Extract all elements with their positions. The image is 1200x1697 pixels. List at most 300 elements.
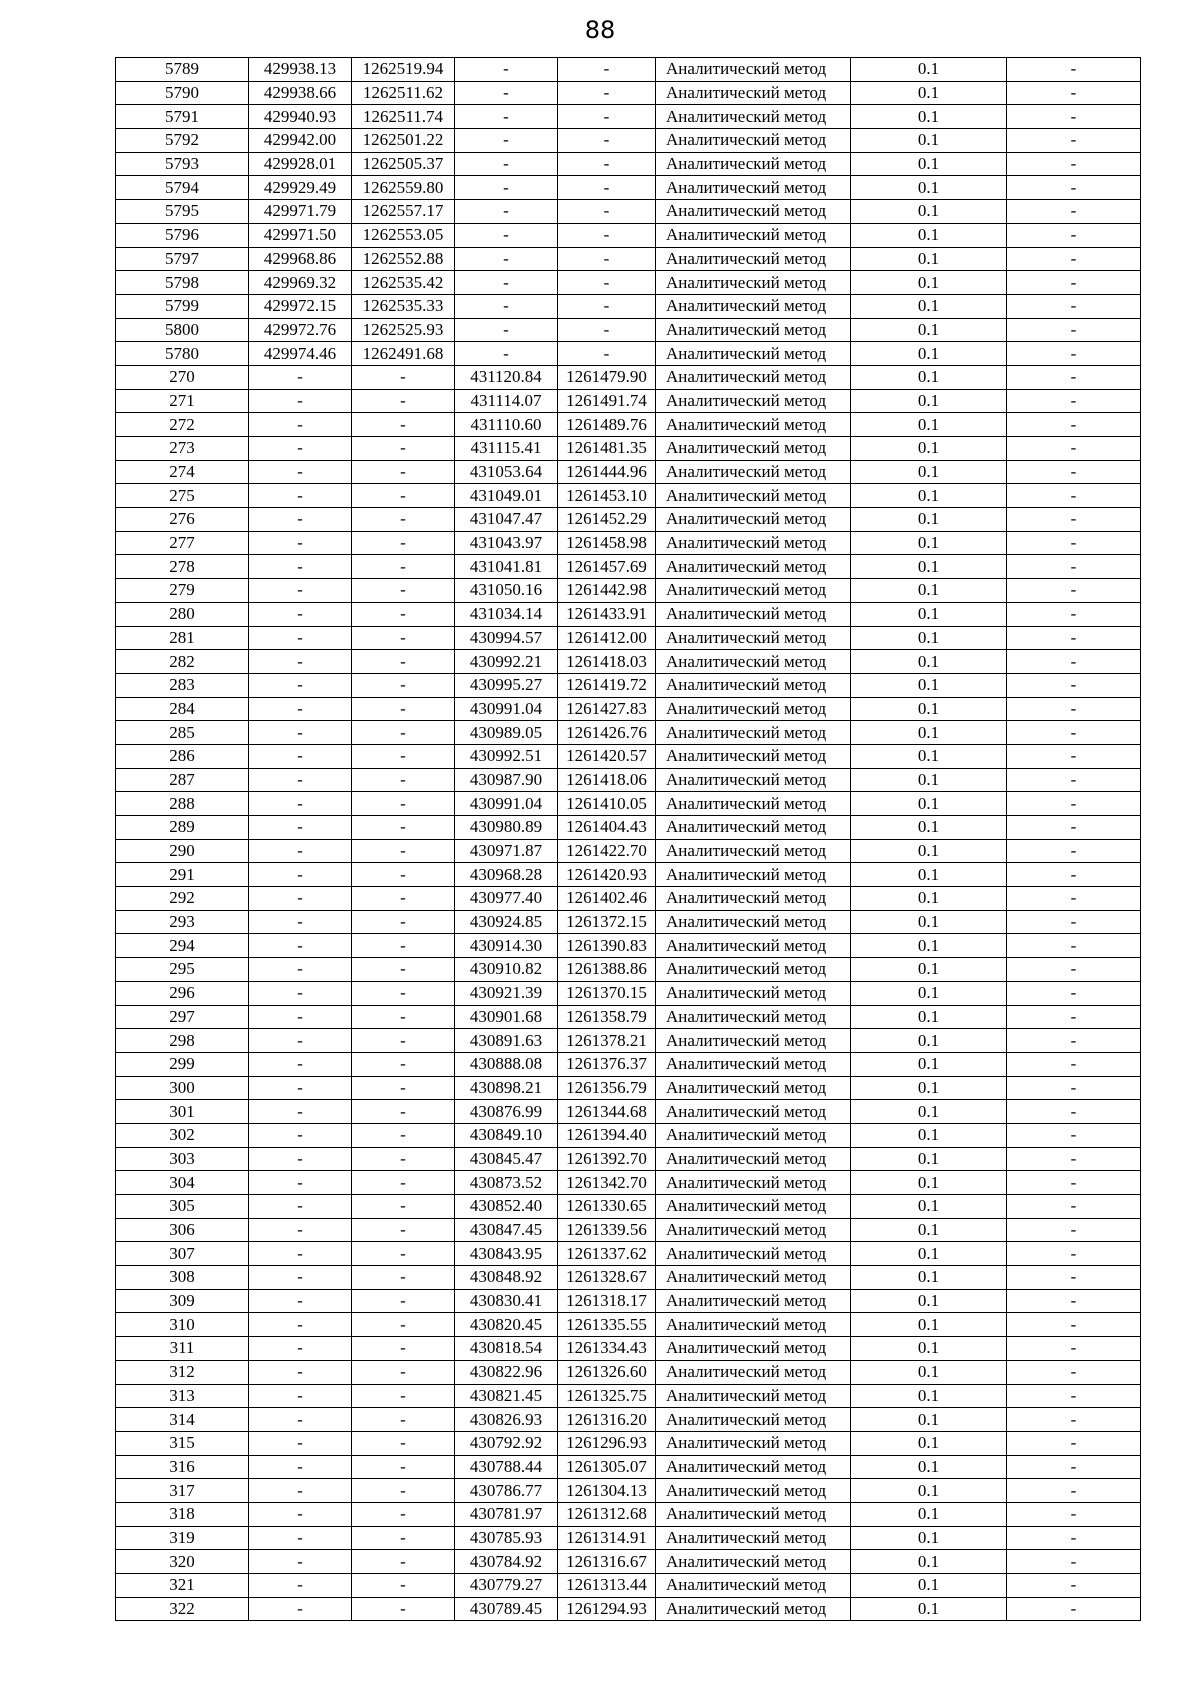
old-y-cell: - — [352, 1005, 455, 1029]
table-row — [116, 460, 1141, 484]
old-y-cell: - — [352, 460, 455, 484]
method-cell: Аналитический метод — [656, 863, 851, 887]
method-cell: Аналитический метод — [656, 792, 851, 816]
old-y-cell: - — [352, 555, 455, 579]
new-x-cell: 431053.64 — [455, 460, 558, 484]
method-cell: Аналитический метод — [656, 1337, 851, 1361]
point-number-cell: 294 — [116, 934, 249, 958]
old-x-cell: - — [249, 1597, 352, 1621]
old-x-cell: - — [249, 697, 352, 721]
old-y-cell: - — [352, 768, 455, 792]
point-number-cell: 293 — [116, 910, 249, 934]
new-y-cell: 1261388.86 — [558, 958, 656, 982]
point-number-cell: 286 — [116, 744, 249, 768]
table-row — [116, 650, 1141, 674]
point-number-cell: 281 — [116, 626, 249, 650]
point-number-cell: 275 — [116, 484, 249, 508]
accuracy-cell: 0.1 — [851, 650, 1007, 674]
old-y-cell: 1262519.94 — [352, 58, 455, 82]
point-number-cell: 318 — [116, 1502, 249, 1526]
accuracy-cell: 0.1 — [851, 484, 1007, 508]
old-y-cell: - — [352, 508, 455, 532]
accuracy-cell: 0.1 — [851, 176, 1007, 200]
new-y-cell: 1261304.13 — [558, 1479, 656, 1503]
method-cell: Аналитический метод — [656, 176, 851, 200]
old-y-cell: - — [352, 626, 455, 650]
extra-cell: - — [1007, 460, 1141, 484]
new-x-cell: 430821.45 — [455, 1384, 558, 1408]
new-x-cell: - — [455, 129, 558, 153]
extra-cell: - — [1007, 863, 1141, 887]
method-cell: Аналитический метод — [656, 1242, 851, 1266]
old-x-cell: - — [249, 721, 352, 745]
new-x-cell: 430995.27 — [455, 673, 558, 697]
new-x-cell: 430830.41 — [455, 1289, 558, 1313]
new-y-cell: 1261489.76 — [558, 413, 656, 437]
new-x-cell: 431043.97 — [455, 531, 558, 555]
old-x-cell: - — [249, 673, 352, 697]
table-row — [116, 247, 1141, 271]
point-number-cell: 272 — [116, 413, 249, 437]
extra-cell: - — [1007, 365, 1141, 389]
extra-cell: - — [1007, 531, 1141, 555]
point-number-cell: 317 — [116, 1479, 249, 1503]
new-y-cell: - — [558, 58, 656, 82]
method-cell: Аналитический метод — [656, 555, 851, 579]
accuracy-cell: 0.1 — [851, 200, 1007, 224]
table-row — [116, 508, 1141, 532]
old-x-cell: - — [249, 744, 352, 768]
new-y-cell: 1261410.05 — [558, 792, 656, 816]
old-x-cell: - — [249, 958, 352, 982]
extra-cell: - — [1007, 673, 1141, 697]
point-number-cell: 5792 — [116, 129, 249, 153]
new-x-cell: 431120.84 — [455, 365, 558, 389]
extra-cell: - — [1007, 105, 1141, 129]
accuracy-cell: 0.1 — [851, 413, 1007, 437]
old-x-cell: - — [249, 1242, 352, 1266]
new-x-cell: 430994.57 — [455, 626, 558, 650]
table-row — [116, 342, 1141, 366]
table-row — [116, 602, 1141, 626]
method-cell: Аналитический метод — [656, 58, 851, 82]
old-y-cell: - — [352, 579, 455, 603]
accuracy-cell: 0.1 — [851, 792, 1007, 816]
accuracy-cell: 0.1 — [851, 626, 1007, 650]
new-y-cell: 1261420.57 — [558, 744, 656, 768]
point-number-cell: 314 — [116, 1408, 249, 1432]
method-cell: Аналитический метод — [656, 1029, 851, 1053]
new-y-cell: - — [558, 247, 656, 271]
coordinates-table — [115, 57, 1141, 1621]
accuracy-cell: 0.1 — [851, 602, 1007, 626]
new-x-cell: - — [455, 223, 558, 247]
method-cell: Аналитический метод — [656, 1431, 851, 1455]
method-cell: Аналитический метод — [656, 1550, 851, 1574]
new-x-cell: 430826.93 — [455, 1408, 558, 1432]
old-y-cell: - — [352, 1242, 455, 1266]
method-cell: Аналитический метод — [656, 910, 851, 934]
table-row — [116, 531, 1141, 555]
accuracy-cell: 0.1 — [851, 1076, 1007, 1100]
extra-cell: - — [1007, 413, 1141, 437]
new-y-cell: - — [558, 81, 656, 105]
table-row — [116, 1123, 1141, 1147]
point-number-cell: 309 — [116, 1289, 249, 1313]
extra-cell: - — [1007, 1455, 1141, 1479]
old-y-cell: 1262511.62 — [352, 81, 455, 105]
old-x-cell: - — [249, 1171, 352, 1195]
old-y-cell: - — [352, 1171, 455, 1195]
point-number-cell: 282 — [116, 650, 249, 674]
accuracy-cell: 0.1 — [851, 768, 1007, 792]
accuracy-cell: 0.1 — [851, 1550, 1007, 1574]
old-y-cell: - — [352, 697, 455, 721]
point-number-cell: 278 — [116, 555, 249, 579]
point-number-cell: 300 — [116, 1076, 249, 1100]
new-x-cell: 431034.14 — [455, 602, 558, 626]
old-x-cell: 429940.93 — [249, 105, 352, 129]
extra-cell: - — [1007, 342, 1141, 366]
table-row — [116, 579, 1141, 603]
accuracy-cell: 0.1 — [851, 1502, 1007, 1526]
accuracy-cell: 0.1 — [851, 1218, 1007, 1242]
table-row — [116, 555, 1141, 579]
point-number-cell: 298 — [116, 1029, 249, 1053]
point-number-cell: 320 — [116, 1550, 249, 1574]
old-x-cell: - — [249, 934, 352, 958]
old-x-cell: - — [249, 1502, 352, 1526]
new-x-cell: 430924.85 — [455, 910, 558, 934]
old-x-cell: - — [249, 365, 352, 389]
old-y-cell: - — [352, 1502, 455, 1526]
method-cell: Аналитический метод — [656, 673, 851, 697]
new-y-cell: 1261372.15 — [558, 910, 656, 934]
method-cell: Аналитический метод — [656, 223, 851, 247]
new-x-cell: 430921.39 — [455, 981, 558, 1005]
accuracy-cell: 0.1 — [851, 1123, 1007, 1147]
new-y-cell: 1261404.43 — [558, 816, 656, 840]
old-x-cell: - — [249, 1195, 352, 1219]
point-number-cell: 319 — [116, 1526, 249, 1550]
method-cell: Аналитический метод — [656, 1289, 851, 1313]
method-cell: Аналитический метод — [656, 1076, 851, 1100]
new-y-cell: 1261479.90 — [558, 365, 656, 389]
new-y-cell: 1261342.70 — [558, 1171, 656, 1195]
extra-cell: - — [1007, 58, 1141, 82]
method-cell: Аналитический метод — [656, 1005, 851, 1029]
extra-cell: - — [1007, 816, 1141, 840]
accuracy-cell: 0.1 — [851, 1005, 1007, 1029]
new-x-cell: 430822.96 — [455, 1360, 558, 1384]
accuracy-cell: 0.1 — [851, 389, 1007, 413]
new-y-cell: - — [558, 176, 656, 200]
new-x-cell: 430888.08 — [455, 1052, 558, 1076]
new-x-cell: 430849.10 — [455, 1123, 558, 1147]
old-y-cell: 1262501.22 — [352, 129, 455, 153]
new-y-cell: 1261427.83 — [558, 697, 656, 721]
old-x-cell: 429929.49 — [249, 176, 352, 200]
new-y-cell: 1261356.79 — [558, 1076, 656, 1100]
method-cell: Аналитический метод — [656, 1171, 851, 1195]
table-row — [116, 1266, 1141, 1290]
new-x-cell: 430820.45 — [455, 1313, 558, 1337]
accuracy-cell: 0.1 — [851, 1526, 1007, 1550]
table-row — [116, 152, 1141, 176]
extra-cell: - — [1007, 247, 1141, 271]
new-y-cell: 1261481.35 — [558, 437, 656, 461]
table-row — [116, 1574, 1141, 1598]
method-cell: Аналитический метод — [656, 626, 851, 650]
new-x-cell: 430781.97 — [455, 1502, 558, 1526]
method-cell: Аналитический метод — [656, 484, 851, 508]
table-row — [116, 365, 1141, 389]
extra-cell: - — [1007, 1574, 1141, 1598]
new-y-cell: 1261392.70 — [558, 1147, 656, 1171]
extra-cell: - — [1007, 555, 1141, 579]
old-y-cell: - — [352, 1052, 455, 1076]
table-row — [116, 1526, 1141, 1550]
method-cell: Аналитический метод — [656, 744, 851, 768]
extra-cell: - — [1007, 1005, 1141, 1029]
accuracy-cell: 0.1 — [851, 271, 1007, 295]
method-cell: Аналитический метод — [656, 768, 851, 792]
old-y-cell: - — [352, 934, 455, 958]
old-y-cell: - — [352, 602, 455, 626]
table-row — [116, 981, 1141, 1005]
new-x-cell: 430788.44 — [455, 1455, 558, 1479]
new-y-cell: 1261344.68 — [558, 1100, 656, 1124]
method-cell: Аналитический метод — [656, 1597, 851, 1621]
extra-cell: - — [1007, 152, 1141, 176]
old-y-cell: 1262552.88 — [352, 247, 455, 271]
old-y-cell: - — [352, 531, 455, 555]
method-cell: Аналитический метод — [656, 958, 851, 982]
accuracy-cell: 0.1 — [851, 1100, 1007, 1124]
extra-cell: - — [1007, 1313, 1141, 1337]
extra-cell: - — [1007, 318, 1141, 342]
method-cell: Аналитический метод — [656, 1502, 851, 1526]
table-row — [116, 1455, 1141, 1479]
new-x-cell: 431114.07 — [455, 389, 558, 413]
new-y-cell: 1261376.37 — [558, 1052, 656, 1076]
new-y-cell: - — [558, 152, 656, 176]
table-row — [116, 1431, 1141, 1455]
old-x-cell: 429972.15 — [249, 294, 352, 318]
accuracy-cell: 0.1 — [851, 673, 1007, 697]
old-y-cell: - — [352, 887, 455, 911]
point-number-cell: 279 — [116, 579, 249, 603]
method-cell: Аналитический метод — [656, 460, 851, 484]
old-y-cell: - — [352, 1455, 455, 1479]
new-x-cell: 430876.99 — [455, 1100, 558, 1124]
old-x-cell: - — [249, 910, 352, 934]
point-number-cell: 5780 — [116, 342, 249, 366]
extra-cell: - — [1007, 294, 1141, 318]
accuracy-cell: 0.1 — [851, 1242, 1007, 1266]
new-x-cell: 430991.04 — [455, 697, 558, 721]
new-y-cell: 1261419.72 — [558, 673, 656, 697]
accuracy-cell: 0.1 — [851, 508, 1007, 532]
new-y-cell: 1261452.29 — [558, 508, 656, 532]
extra-cell: - — [1007, 1597, 1141, 1621]
new-x-cell: 430977.40 — [455, 887, 558, 911]
accuracy-cell: 0.1 — [851, 531, 1007, 555]
point-number-cell: 5793 — [116, 152, 249, 176]
old-y-cell: - — [352, 413, 455, 437]
method-cell: Аналитический метод — [656, 1266, 851, 1290]
old-y-cell: - — [352, 863, 455, 887]
extra-cell: - — [1007, 389, 1141, 413]
method-cell: Аналитический метод — [656, 437, 851, 461]
accuracy-cell: 0.1 — [851, 1266, 1007, 1290]
old-y-cell: - — [352, 1195, 455, 1219]
new-y-cell: 1261390.83 — [558, 934, 656, 958]
extra-cell: - — [1007, 1218, 1141, 1242]
old-y-cell: - — [352, 981, 455, 1005]
method-cell: Аналитический метод — [656, 342, 851, 366]
new-y-cell: - — [558, 318, 656, 342]
old-y-cell: - — [352, 1218, 455, 1242]
point-number-cell: 290 — [116, 839, 249, 863]
old-y-cell: - — [352, 792, 455, 816]
new-y-cell: 1261378.21 — [558, 1029, 656, 1053]
accuracy-cell: 0.1 — [851, 342, 1007, 366]
accuracy-cell: 0.1 — [851, 1052, 1007, 1076]
table-row — [116, 934, 1141, 958]
point-number-cell: 284 — [116, 697, 249, 721]
table-row — [116, 1171, 1141, 1195]
extra-cell: - — [1007, 1029, 1141, 1053]
point-number-cell: 316 — [116, 1455, 249, 1479]
new-x-cell: - — [455, 294, 558, 318]
new-x-cell: - — [455, 271, 558, 295]
table-row — [116, 1218, 1141, 1242]
method-cell: Аналитический метод — [656, 1574, 851, 1598]
new-x-cell: 430914.30 — [455, 934, 558, 958]
method-cell: Аналитический метод — [656, 294, 851, 318]
new-x-cell: 430989.05 — [455, 721, 558, 745]
old-x-cell: - — [249, 792, 352, 816]
point-number-cell: 303 — [116, 1147, 249, 1171]
method-cell: Аналитический метод — [656, 816, 851, 840]
old-y-cell: - — [352, 1100, 455, 1124]
old-x-cell: - — [249, 437, 352, 461]
method-cell: Аналитический метод — [656, 1195, 851, 1219]
accuracy-cell: 0.1 — [851, 318, 1007, 342]
table-row — [116, 1337, 1141, 1361]
old-x-cell: - — [249, 839, 352, 863]
extra-cell: - — [1007, 223, 1141, 247]
new-y-cell: 1261313.44 — [558, 1574, 656, 1598]
extra-cell: - — [1007, 1408, 1141, 1432]
table-row — [116, 389, 1141, 413]
method-cell: Аналитический метод — [656, 721, 851, 745]
point-number-cell: 292 — [116, 887, 249, 911]
table-row — [116, 673, 1141, 697]
point-number-cell: 288 — [116, 792, 249, 816]
method-cell: Аналитический метод — [656, 1218, 851, 1242]
table-row — [116, 1313, 1141, 1337]
new-x-cell: 430784.92 — [455, 1550, 558, 1574]
new-x-cell: 430779.27 — [455, 1574, 558, 1598]
point-number-cell: 277 — [116, 531, 249, 555]
table-row — [116, 223, 1141, 247]
extra-cell: - — [1007, 981, 1141, 1005]
table-row — [116, 1147, 1141, 1171]
extra-cell: - — [1007, 1052, 1141, 1076]
point-number-cell: 5796 — [116, 223, 249, 247]
point-number-cell: 312 — [116, 1360, 249, 1384]
old-y-cell: 1262559.80 — [352, 176, 455, 200]
new-y-cell: 1261335.55 — [558, 1313, 656, 1337]
method-cell: Аналитический метод — [656, 1384, 851, 1408]
table-row — [116, 176, 1141, 200]
new-x-cell: 430987.90 — [455, 768, 558, 792]
new-x-cell: 430898.21 — [455, 1076, 558, 1100]
accuracy-cell: 0.1 — [851, 129, 1007, 153]
extra-cell: - — [1007, 1147, 1141, 1171]
new-x-cell: - — [455, 81, 558, 105]
old-y-cell: - — [352, 1479, 455, 1503]
extra-cell: - — [1007, 1100, 1141, 1124]
point-number-cell: 5798 — [116, 271, 249, 295]
accuracy-cell: 0.1 — [851, 1408, 1007, 1432]
new-x-cell: - — [455, 342, 558, 366]
accuracy-cell: 0.1 — [851, 579, 1007, 603]
point-number-cell: 5794 — [116, 176, 249, 200]
new-x-cell: 430792.92 — [455, 1431, 558, 1455]
accuracy-cell: 0.1 — [851, 958, 1007, 982]
old-x-cell: - — [249, 1550, 352, 1574]
new-x-cell: 430968.28 — [455, 863, 558, 887]
accuracy-cell: 0.1 — [851, 697, 1007, 721]
point-number-cell: 287 — [116, 768, 249, 792]
old-y-cell: 1262491.68 — [352, 342, 455, 366]
point-number-cell: 5790 — [116, 81, 249, 105]
table-row — [116, 413, 1141, 437]
table-row — [116, 1550, 1141, 1574]
old-x-cell: - — [249, 816, 352, 840]
extra-cell: - — [1007, 1289, 1141, 1313]
old-x-cell: 429938.13 — [249, 58, 352, 82]
point-number-cell: 289 — [116, 816, 249, 840]
method-cell: Аналитический метод — [656, 887, 851, 911]
old-y-cell: - — [352, 1574, 455, 1598]
point-number-cell: 302 — [116, 1123, 249, 1147]
table-row — [116, 744, 1141, 768]
extra-cell: - — [1007, 1526, 1141, 1550]
new-x-cell: 431050.16 — [455, 579, 558, 603]
table-row — [116, 318, 1141, 342]
old-x-cell: - — [249, 1123, 352, 1147]
method-cell: Аналитический метод — [656, 389, 851, 413]
new-x-cell: 430786.77 — [455, 1479, 558, 1503]
accuracy-cell: 0.1 — [851, 105, 1007, 129]
old-y-cell: - — [352, 484, 455, 508]
old-x-cell: - — [249, 602, 352, 626]
extra-cell: - — [1007, 1242, 1141, 1266]
new-x-cell: 431049.01 — [455, 484, 558, 508]
point-number-cell: 274 — [116, 460, 249, 484]
accuracy-cell: 0.1 — [851, 744, 1007, 768]
table-row — [116, 58, 1141, 82]
method-cell: Аналитический метод — [656, 1526, 851, 1550]
accuracy-cell: 0.1 — [851, 58, 1007, 82]
table-row — [116, 1360, 1141, 1384]
old-y-cell: - — [352, 744, 455, 768]
accuracy-cell: 0.1 — [851, 437, 1007, 461]
